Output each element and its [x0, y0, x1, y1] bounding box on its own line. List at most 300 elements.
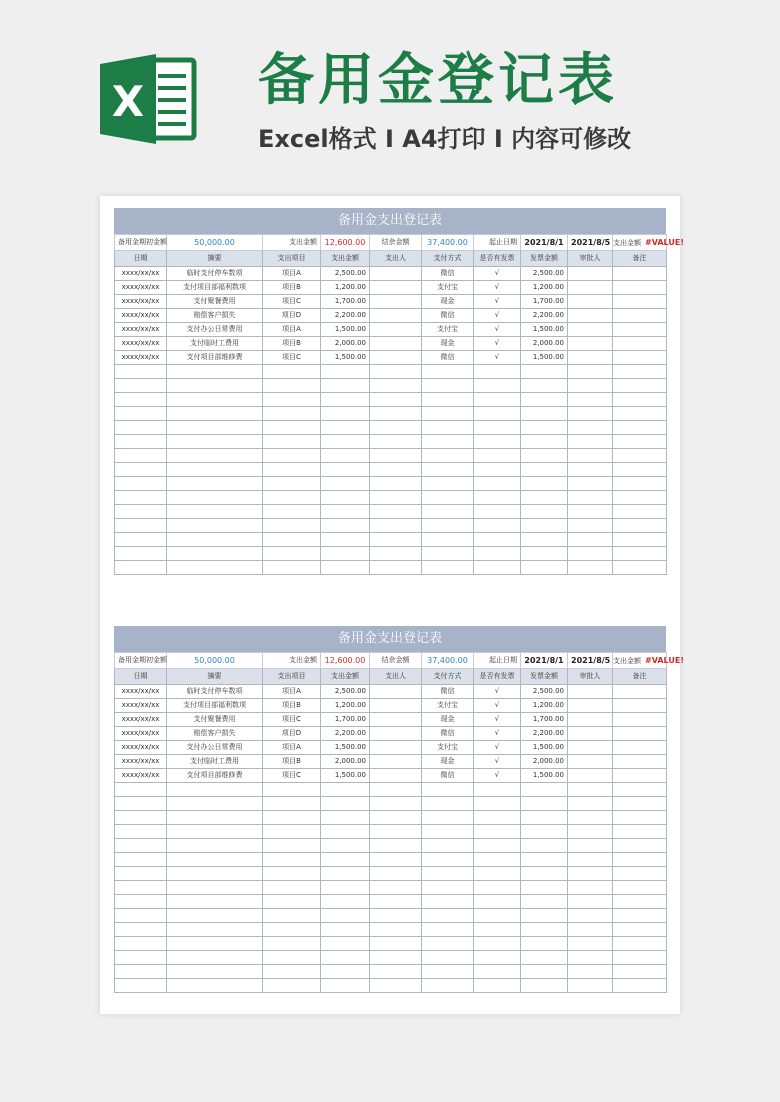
table-cell[interactable]: xxxx/xx/xx	[115, 699, 167, 713]
table-cell[interactable]: 现金	[422, 295, 474, 309]
table-cell[interactable]	[370, 755, 422, 769]
table-cell[interactable]	[263, 449, 321, 463]
table-cell[interactable]	[370, 365, 422, 379]
table-cell[interactable]	[115, 797, 167, 811]
table-cell[interactable]	[321, 783, 370, 797]
table-cell[interactable]	[422, 853, 474, 867]
table-cell[interactable]	[370, 407, 422, 421]
table-cell[interactable]	[568, 295, 613, 309]
table-cell[interactable]: √	[474, 713, 521, 727]
table-cell[interactable]	[521, 867, 568, 881]
table-cell[interactable]	[521, 839, 568, 853]
table-cell[interactable]: 支付宝	[422, 741, 474, 755]
column-header[interactable]: 是否有发票	[474, 251, 521, 267]
table-cell[interactable]	[613, 463, 667, 477]
table-cell[interactable]	[474, 923, 521, 937]
table-cell[interactable]	[115, 965, 167, 979]
table-cell[interactable]: 1,500.00	[321, 351, 370, 365]
table-cell[interactable]	[474, 491, 521, 505]
table-cell[interactable]	[321, 379, 370, 393]
table-cell[interactable]	[613, 365, 667, 379]
table-cell[interactable]	[167, 477, 263, 491]
table-cell[interactable]	[167, 421, 263, 435]
table-cell[interactable]	[422, 811, 474, 825]
table-cell[interactable]	[568, 365, 613, 379]
table-cell[interactable]	[521, 477, 568, 491]
table-cell[interactable]	[613, 965, 667, 979]
table-cell[interactable]	[167, 979, 263, 993]
table-cell[interactable]	[370, 393, 422, 407]
table-cell[interactable]	[321, 491, 370, 505]
table-cell[interactable]	[422, 505, 474, 519]
table-cell[interactable]	[370, 323, 422, 337]
table-cell[interactable]	[613, 533, 667, 547]
table-cell[interactable]: 2,000.00	[321, 755, 370, 769]
table-cell[interactable]	[521, 797, 568, 811]
table-cell[interactable]	[474, 421, 521, 435]
table-cell[interactable]	[263, 533, 321, 547]
table-cell[interactable]: 1,700.00	[521, 295, 568, 309]
table-cell[interactable]	[422, 463, 474, 477]
table-cell[interactable]: 支付宝	[422, 281, 474, 295]
table-cell[interactable]: 项目B	[263, 699, 321, 713]
column-header[interactable]: 日期	[115, 251, 167, 267]
table-cell[interactable]: 1,200.00	[321, 281, 370, 295]
table-cell[interactable]	[422, 519, 474, 533]
table-cell[interactable]: 支付项目部福利数项	[167, 699, 263, 713]
table-cell[interactable]	[568, 267, 613, 281]
table-cell[interactable]: 1,500.00	[521, 351, 568, 365]
table-cell[interactable]	[370, 463, 422, 477]
table-cell[interactable]: 临时支付停车数项	[167, 685, 263, 699]
table-cell[interactable]: 1,500.00	[321, 769, 370, 783]
table-cell[interactable]	[422, 937, 474, 951]
table-cell[interactable]	[613, 923, 667, 937]
table-cell[interactable]	[474, 533, 521, 547]
table-cell[interactable]: xxxx/xx/xx	[115, 295, 167, 309]
table-cell[interactable]	[568, 463, 613, 477]
table-cell[interactable]	[370, 477, 422, 491]
table-cell[interactable]	[474, 547, 521, 561]
table-cell[interactable]	[370, 867, 422, 881]
table-cell[interactable]	[521, 435, 568, 449]
table-cell[interactable]: 项目C	[263, 713, 321, 727]
table-cell[interactable]	[370, 309, 422, 323]
table-cell[interactable]	[422, 909, 474, 923]
table-cell[interactable]	[263, 783, 321, 797]
table-cell[interactable]: xxxx/xx/xx	[115, 267, 167, 281]
table-cell[interactable]: 2,000.00	[521, 337, 568, 351]
table-cell[interactable]	[370, 281, 422, 295]
table-cell[interactable]: 支付临时工费用	[167, 337, 263, 351]
table-cell[interactable]	[613, 561, 667, 575]
table-cell[interactable]	[115, 435, 167, 449]
table-cell[interactable]	[422, 547, 474, 561]
table-cell[interactable]	[370, 839, 422, 853]
table-cell[interactable]	[370, 951, 422, 965]
table-cell[interactable]	[167, 491, 263, 505]
table-cell[interactable]	[167, 895, 263, 909]
balance-label[interactable]: 结余金额	[370, 235, 422, 251]
table-cell[interactable]	[370, 379, 422, 393]
table-cell[interactable]	[474, 435, 521, 449]
table-cell[interactable]	[167, 839, 263, 853]
table-cell[interactable]	[115, 561, 167, 575]
table-cell[interactable]	[474, 811, 521, 825]
table-cell[interactable]	[521, 533, 568, 547]
table-cell[interactable]	[568, 449, 613, 463]
table-cell[interactable]	[263, 909, 321, 923]
table-cell[interactable]: 1,700.00	[321, 295, 370, 309]
table-cell[interactable]	[521, 505, 568, 519]
table-cell[interactable]	[115, 421, 167, 435]
table-cell[interactable]	[370, 825, 422, 839]
table-cell[interactable]: 项目B	[263, 281, 321, 295]
table-cell[interactable]	[370, 797, 422, 811]
table-cell[interactable]: 支付宝	[422, 699, 474, 713]
table-cell[interactable]	[321, 449, 370, 463]
column-header[interactable]: 审批人	[568, 251, 613, 267]
table-cell[interactable]	[167, 533, 263, 547]
table-cell[interactable]	[474, 449, 521, 463]
table-cell[interactable]	[613, 295, 667, 309]
table-cell[interactable]	[474, 867, 521, 881]
table-cell[interactable]	[474, 951, 521, 965]
table-cell[interactable]	[613, 825, 667, 839]
table-cell[interactable]	[115, 895, 167, 909]
start-date[interactable]: 2021/8/1	[521, 235, 568, 251]
end-date[interactable]: 2021/8/5	[568, 235, 613, 251]
table-cell[interactable]	[613, 769, 667, 783]
table-cell[interactable]	[568, 379, 613, 393]
table-cell[interactable]: 项目A	[263, 267, 321, 281]
table-cell[interactable]: 微信	[422, 267, 474, 281]
table-cell[interactable]: 项目A	[263, 685, 321, 699]
table-cell[interactable]	[370, 965, 422, 979]
table-cell[interactable]	[613, 783, 667, 797]
table-cell[interactable]	[263, 547, 321, 561]
table-cell[interactable]	[613, 685, 667, 699]
table-cell[interactable]: 支付宝	[422, 323, 474, 337]
table-cell[interactable]: 项目D	[263, 309, 321, 323]
table-cell[interactable]	[167, 909, 263, 923]
table-cell[interactable]: √	[474, 295, 521, 309]
table-cell[interactable]	[422, 365, 474, 379]
table-cell[interactable]	[422, 561, 474, 575]
table-cell[interactable]	[568, 699, 613, 713]
table-cell[interactable]	[474, 519, 521, 533]
table-cell[interactable]	[613, 519, 667, 533]
table-cell[interactable]	[167, 561, 263, 575]
table-cell[interactable]	[370, 685, 422, 699]
table-cell[interactable]: 项目C	[263, 351, 321, 365]
table-cell[interactable]	[613, 797, 667, 811]
table-cell[interactable]	[568, 881, 613, 895]
table-cell[interactable]	[167, 853, 263, 867]
table-cell[interactable]	[370, 909, 422, 923]
table-cell[interactable]	[167, 867, 263, 881]
opening-label[interactable]: 备用金期初金额	[115, 653, 167, 669]
table-cell[interactable]	[167, 393, 263, 407]
table-cell[interactable]	[521, 951, 568, 965]
table-cell[interactable]	[422, 421, 474, 435]
table-cell[interactable]	[115, 979, 167, 993]
table-cell[interactable]	[167, 811, 263, 825]
column-header[interactable]: 发票金额	[521, 669, 568, 685]
table-cell[interactable]: xxxx/xx/xx	[115, 713, 167, 727]
table-cell[interactable]	[568, 519, 613, 533]
opening-label[interactable]: 备用金期初金额	[115, 235, 167, 251]
table-cell[interactable]	[370, 337, 422, 351]
table-cell[interactable]	[568, 533, 613, 547]
table-cell[interactable]	[613, 951, 667, 965]
opening-value[interactable]: 50,000.00	[167, 235, 263, 251]
table-cell[interactable]	[167, 825, 263, 839]
table-cell[interactable]	[115, 811, 167, 825]
table-cell[interactable]	[474, 505, 521, 519]
table-cell[interactable]	[613, 713, 667, 727]
column-header[interactable]: 发票金额	[521, 251, 568, 267]
table-cell[interactable]	[370, 295, 422, 309]
table-cell[interactable]: 赔偿客户损失	[167, 727, 263, 741]
table-cell[interactable]: √	[474, 337, 521, 351]
table-cell[interactable]	[321, 937, 370, 951]
table-cell[interactable]	[115, 519, 167, 533]
table-cell[interactable]	[115, 463, 167, 477]
table-cell[interactable]	[474, 561, 521, 575]
column-header[interactable]: 支出项目	[263, 669, 321, 685]
table-cell[interactable]	[321, 365, 370, 379]
table-cell[interactable]: 2,500.00	[321, 685, 370, 699]
table-cell[interactable]	[613, 881, 667, 895]
table-cell[interactable]	[474, 393, 521, 407]
table-cell[interactable]	[568, 937, 613, 951]
table-cell[interactable]	[370, 811, 422, 825]
table-cell[interactable]: 项目D	[263, 727, 321, 741]
table-cell[interactable]	[568, 337, 613, 351]
table-cell[interactable]: 1,200.00	[521, 281, 568, 295]
table-cell[interactable]: xxxx/xx/xx	[115, 309, 167, 323]
table-cell[interactable]	[568, 741, 613, 755]
table-cell[interactable]	[321, 881, 370, 895]
table-cell[interactable]	[613, 741, 667, 755]
table-cell[interactable]	[613, 547, 667, 561]
table-cell[interactable]: √	[474, 281, 521, 295]
table-cell[interactable]	[321, 435, 370, 449]
table-cell[interactable]: 项目B	[263, 337, 321, 351]
table-cell[interactable]	[613, 491, 667, 505]
table-cell[interactable]: 项目C	[263, 769, 321, 783]
table-cell[interactable]	[521, 547, 568, 561]
table-cell[interactable]	[370, 895, 422, 909]
table-cell[interactable]: 临时支付停车数项	[167, 267, 263, 281]
table-cell[interactable]	[521, 881, 568, 895]
table-cell[interactable]	[568, 561, 613, 575]
table-cell[interactable]	[263, 853, 321, 867]
table-cell[interactable]	[115, 491, 167, 505]
table-cell[interactable]	[167, 937, 263, 951]
table-cell[interactable]: xxxx/xx/xx	[115, 281, 167, 295]
table-cell[interactable]	[370, 267, 422, 281]
table-cell[interactable]	[263, 477, 321, 491]
table-cell[interactable]: √	[474, 685, 521, 699]
table-cell[interactable]	[370, 351, 422, 365]
spend-value[interactable]: 12,600.00	[321, 653, 370, 669]
column-header[interactable]: 支出金额	[321, 251, 370, 267]
table-cell[interactable]	[370, 505, 422, 519]
table-cell[interactable]	[370, 881, 422, 895]
table-cell[interactable]	[263, 895, 321, 909]
table-cell[interactable]	[568, 783, 613, 797]
table-cell[interactable]: √	[474, 323, 521, 337]
table-cell[interactable]	[167, 407, 263, 421]
table-cell[interactable]	[263, 937, 321, 951]
table-cell[interactable]: xxxx/xx/xx	[115, 685, 167, 699]
table-cell[interactable]	[568, 797, 613, 811]
table-cell[interactable]: xxxx/xx/xx	[115, 727, 167, 741]
table-cell[interactable]: 1,500.00	[321, 323, 370, 337]
table-cell[interactable]	[568, 811, 613, 825]
table-cell[interactable]: 支付聚餐费用	[167, 295, 263, 309]
table-cell[interactable]	[422, 867, 474, 881]
table-cell[interactable]	[167, 505, 263, 519]
table-cell[interactable]	[474, 839, 521, 853]
table-cell[interactable]	[568, 965, 613, 979]
table-cell[interactable]	[321, 547, 370, 561]
table-cell[interactable]	[167, 519, 263, 533]
table-cell[interactable]	[422, 979, 474, 993]
table-cell[interactable]: 现金	[422, 713, 474, 727]
table-cell[interactable]: 1,500.00	[521, 741, 568, 755]
table-cell[interactable]	[370, 435, 422, 449]
balance-label[interactable]: 结余金额	[370, 653, 422, 669]
table-cell[interactable]	[474, 477, 521, 491]
table-cell[interactable]	[568, 853, 613, 867]
table-cell[interactable]	[422, 407, 474, 421]
column-header[interactable]: 备注	[613, 251, 667, 267]
table-cell[interactable]	[613, 909, 667, 923]
table-cell[interactable]	[167, 951, 263, 965]
table-cell[interactable]	[263, 923, 321, 937]
spend-value[interactable]: 12,600.00	[321, 235, 370, 251]
table-cell[interactable]	[613, 421, 667, 435]
table-cell[interactable]	[321, 951, 370, 965]
table-cell[interactable]: xxxx/xx/xx	[115, 741, 167, 755]
table-cell[interactable]: 项目A	[263, 741, 321, 755]
table-cell[interactable]	[115, 951, 167, 965]
table-cell[interactable]	[422, 491, 474, 505]
table-cell[interactable]	[321, 979, 370, 993]
table-cell[interactable]	[568, 727, 613, 741]
table-cell[interactable]	[370, 699, 422, 713]
table-cell[interactable]	[422, 449, 474, 463]
table-cell[interactable]	[613, 449, 667, 463]
table-cell[interactable]	[370, 727, 422, 741]
table-cell[interactable]	[568, 491, 613, 505]
table-cell[interactable]: 支付项目部维修费	[167, 769, 263, 783]
table-cell[interactable]	[115, 533, 167, 547]
table-cell[interactable]: 1,500.00	[521, 769, 568, 783]
column-header[interactable]: 支出人	[370, 251, 422, 267]
table-cell[interactable]: 赔偿客户损失	[167, 309, 263, 323]
table-cell[interactable]: 项目C	[263, 295, 321, 309]
table-cell[interactable]	[422, 839, 474, 853]
column-header[interactable]: 是否有发票	[474, 669, 521, 685]
opening-value[interactable]: 50,000.00	[167, 653, 263, 669]
column-header[interactable]: 摘要	[167, 669, 263, 685]
period-label[interactable]: 起止日期	[474, 653, 521, 669]
table-cell[interactable]	[263, 393, 321, 407]
table-cell[interactable]: √	[474, 769, 521, 783]
table-cell[interactable]: √	[474, 309, 521, 323]
table-cell[interactable]	[422, 379, 474, 393]
table-cell[interactable]	[321, 463, 370, 477]
table-cell[interactable]	[474, 825, 521, 839]
table-cell[interactable]	[370, 491, 422, 505]
table-cell[interactable]	[115, 825, 167, 839]
table-cell[interactable]	[422, 951, 474, 965]
column-header[interactable]: 审批人	[568, 669, 613, 685]
table-cell[interactable]: √	[474, 267, 521, 281]
table-cell[interactable]	[321, 867, 370, 881]
column-header[interactable]: 支出人	[370, 669, 422, 685]
table-cell[interactable]	[568, 309, 613, 323]
table-cell[interactable]	[521, 923, 568, 937]
table-cell[interactable]	[115, 783, 167, 797]
table-cell[interactable]	[321, 561, 370, 575]
table-cell[interactable]: 支付项目部维修费	[167, 351, 263, 365]
table-cell[interactable]	[263, 839, 321, 853]
table-cell[interactable]	[613, 727, 667, 741]
table-cell[interactable]	[568, 713, 613, 727]
table-cell[interactable]	[568, 477, 613, 491]
table-cell[interactable]: √	[474, 755, 521, 769]
table-cell[interactable]	[613, 811, 667, 825]
table-cell[interactable]	[370, 769, 422, 783]
table-cell[interactable]	[474, 895, 521, 909]
table-cell[interactable]	[521, 895, 568, 909]
table-cell[interactable]	[613, 351, 667, 365]
table-cell[interactable]	[263, 379, 321, 393]
table-cell[interactable]	[474, 797, 521, 811]
period-label[interactable]: 起止日期	[474, 235, 521, 251]
table-cell[interactable]	[263, 491, 321, 505]
table-cell[interactable]	[568, 435, 613, 449]
table-cell[interactable]	[568, 951, 613, 965]
column-header[interactable]: 日期	[115, 669, 167, 685]
table-cell[interactable]	[263, 979, 321, 993]
table-cell[interactable]	[167, 965, 263, 979]
table-cell[interactable]: xxxx/xx/xx	[115, 769, 167, 783]
table-cell[interactable]	[115, 867, 167, 881]
table-cell[interactable]	[370, 561, 422, 575]
table-cell[interactable]: 微信	[422, 309, 474, 323]
table-cell[interactable]	[521, 561, 568, 575]
table-cell[interactable]	[422, 923, 474, 937]
table-cell[interactable]	[568, 769, 613, 783]
table-cell[interactable]	[422, 881, 474, 895]
table-cell[interactable]	[263, 881, 321, 895]
table-cell[interactable]	[263, 365, 321, 379]
table-cell[interactable]: 支付项目部福利数项	[167, 281, 263, 295]
table-cell[interactable]	[474, 407, 521, 421]
table-cell[interactable]	[115, 909, 167, 923]
end-date[interactable]: 2021/8/5	[568, 653, 613, 669]
table-cell[interactable]	[167, 547, 263, 561]
table-cell[interactable]	[422, 825, 474, 839]
table-cell[interactable]	[613, 393, 667, 407]
table-cell[interactable]	[422, 533, 474, 547]
